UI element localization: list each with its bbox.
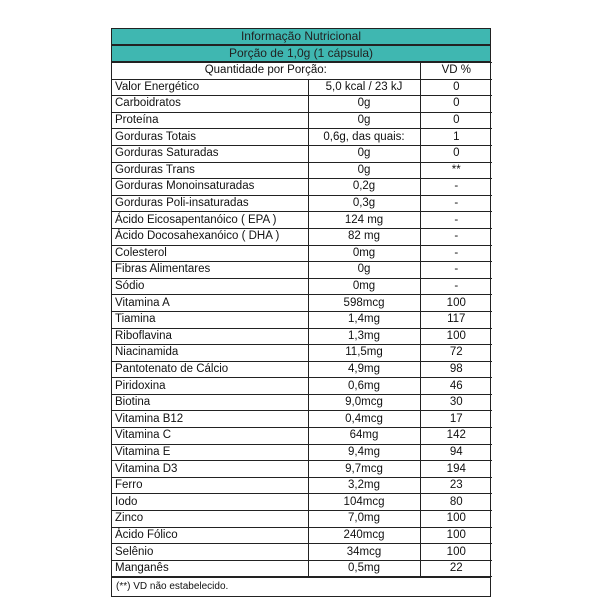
nutrient-amount: 0g: [308, 145, 420, 162]
nutrient-name: Ferro: [112, 477, 308, 494]
nutrient-amount: 0g: [308, 96, 420, 113]
nutrient-name: Gorduras Totais: [112, 129, 308, 146]
nutrient-name: Vitamina E: [112, 444, 308, 461]
nutrient-name: Proteína: [112, 112, 308, 129]
nutrient-amount: 0,2g: [308, 179, 420, 196]
nutrient-vd: -: [420, 262, 492, 279]
table-row: [112, 428, 492, 445]
table-row: [112, 461, 492, 478]
nutrient-name: Ácido Docosahexanóico ( DHA ): [112, 228, 308, 245]
table-row: [112, 477, 492, 494]
nutrient-vd: -: [420, 179, 492, 196]
nutrient-name: Carboidratos: [112, 96, 308, 113]
nutrient-vd: -: [420, 278, 492, 295]
nutrient-vd: 117: [420, 311, 492, 328]
nutrient-amount: 64mg: [308, 428, 420, 445]
table-row: [112, 444, 492, 461]
nutrient-vd: -: [420, 195, 492, 212]
nutrient-name: Fibras Alimentares: [112, 262, 308, 279]
nutrient-name: Selênio: [112, 544, 308, 561]
nutrient-amount: 7,0mg: [308, 511, 420, 528]
nutrient-name: Gorduras Saturadas: [112, 145, 308, 162]
table-row: [112, 345, 492, 362]
quantity-header: Quantidade por Porção:: [112, 63, 420, 80]
nutrient-name: Biotina: [112, 394, 308, 411]
nutrient-amount: 9,4mg: [308, 444, 420, 461]
label-title: Informação Nutricional: [112, 29, 490, 45]
nutrient-amount: 4,9mg: [308, 361, 420, 378]
nutrient-amount: 0g: [308, 162, 420, 179]
nutrient-name: Gorduras Poli-insaturadas: [112, 195, 308, 212]
nutrient-vd: -: [420, 245, 492, 262]
nutrient-name: Vitamina D3: [112, 461, 308, 478]
nutrient-name: Vitamina C: [112, 428, 308, 445]
nutrient-vd: 23: [420, 477, 492, 494]
nutrient-vd: 72: [420, 345, 492, 362]
table-row: [112, 378, 492, 395]
nutrient-amount: 0,5mg: [308, 560, 420, 577]
table-row: [112, 228, 492, 245]
nutrient-vd: 100: [420, 527, 492, 544]
nutrient-vd: 100: [420, 511, 492, 528]
table-row: [112, 394, 492, 411]
nutrient-amount: 0,6g, das quais:: [308, 129, 420, 146]
nutrient-amount: 9,0mcg: [308, 394, 420, 411]
nutrition-table: [112, 62, 492, 577]
nutrient-name: Ácido Fólico: [112, 527, 308, 544]
nutrient-vd: 194: [420, 461, 492, 478]
nutrient-vd: 80: [420, 494, 492, 511]
nutrient-name: Gorduras Trans: [112, 162, 308, 179]
table-row: [112, 212, 492, 229]
table-row: [112, 96, 492, 113]
table-row: [112, 411, 492, 428]
nutrient-amount: 0,6mg: [308, 378, 420, 395]
nutrient-vd: 30: [420, 394, 492, 411]
table-row: [112, 511, 492, 528]
nutrient-amount: 5,0 kcal / 23 kJ: [308, 79, 420, 96]
nutrient-amount: 11,5mg: [308, 345, 420, 362]
nutrient-amount: 0mg: [308, 245, 420, 262]
table-row: [112, 112, 492, 129]
nutrient-vd: 142: [420, 428, 492, 445]
nutrient-amount: 3,2mg: [308, 477, 420, 494]
nutrient-vd: 1: [420, 129, 492, 146]
table-row: [112, 245, 492, 262]
nutrient-amount: 0g: [308, 262, 420, 279]
nutrient-amount: 0mg: [308, 278, 420, 295]
nutrient-amount: 0g: [308, 112, 420, 129]
table-row: [112, 295, 492, 312]
table-row: [112, 179, 492, 196]
nutrient-vd: 46: [420, 378, 492, 395]
nutrient-name: Gorduras Monoinsaturadas: [112, 179, 308, 196]
nutrient-name: Piridoxina: [112, 378, 308, 395]
nutrient-amount: 1,4mg: [308, 311, 420, 328]
nutrient-name: Ácido Eicosapentanóico ( EPA ): [112, 212, 308, 229]
table-row: [112, 129, 492, 146]
table-header-row: [112, 63, 492, 80]
nutrition-facts-label: [111, 28, 491, 597]
nutrient-name: Pantotenato de Cálcio: [112, 361, 308, 378]
nutrient-amount: 124 mg: [308, 212, 420, 229]
nutrient-amount: 82 mg: [308, 228, 420, 245]
table-row: [112, 544, 492, 561]
nutrient-name: Vitamina B12: [112, 411, 308, 428]
nutrient-name: Sódio: [112, 278, 308, 295]
nutrient-name: Manganês: [112, 560, 308, 577]
nutrient-vd: 100: [420, 295, 492, 312]
table-row: [112, 361, 492, 378]
vd-header: VD %: [420, 63, 492, 80]
nutrient-name: Colesterol: [112, 245, 308, 262]
nutrient-vd: 0: [420, 96, 492, 113]
table-row: [112, 195, 492, 212]
table-row: [112, 145, 492, 162]
table-row: [112, 262, 492, 279]
nutrient-amount: 34mcg: [308, 544, 420, 561]
table-row: [112, 311, 492, 328]
nutrient-amount: 598mcg: [308, 295, 420, 312]
nutrient-vd: -: [420, 228, 492, 245]
nutrient-vd: 98: [420, 361, 492, 378]
footnote: (**) VD não estabelecido.: [112, 577, 490, 596]
nutrient-vd: 0: [420, 145, 492, 162]
table-row: [112, 162, 492, 179]
table-row: [112, 560, 492, 577]
nutrient-name: Riboflavina: [112, 328, 308, 345]
table-row: [112, 328, 492, 345]
nutrient-vd: -: [420, 212, 492, 229]
nutrient-name: Iodo: [112, 494, 308, 511]
table-row: [112, 527, 492, 544]
table-row: [112, 494, 492, 511]
nutrient-vd: 0: [420, 79, 492, 96]
nutrient-vd: 0: [420, 112, 492, 129]
table-row: [112, 278, 492, 295]
table-row: [112, 79, 492, 96]
nutrient-amount: 1,3mg: [308, 328, 420, 345]
serving-size: Porção de 1,0g (1 cápsula): [112, 45, 490, 62]
nutrient-vd: 17: [420, 411, 492, 428]
nutrient-name: Niacinamida: [112, 345, 308, 362]
nutrient-vd: 100: [420, 544, 492, 561]
nutrient-vd: 100: [420, 328, 492, 345]
nutrient-name: Tiamina: [112, 311, 308, 328]
nutrient-amount: 104mcg: [308, 494, 420, 511]
nutrient-vd: 22: [420, 560, 492, 577]
nutrient-vd: **: [420, 162, 492, 179]
nutrient-amount: 9,7mcg: [308, 461, 420, 478]
nutrient-name: Valor Energético: [112, 79, 308, 96]
nutrient-amount: 240mcg: [308, 527, 420, 544]
nutrient-vd: 94: [420, 444, 492, 461]
nutrient-name: Vitamina A: [112, 295, 308, 312]
nutrient-amount: 0,3g: [308, 195, 420, 212]
nutrient-amount: 0,4mcg: [308, 411, 420, 428]
nutrient-name: Zinco: [112, 511, 308, 528]
